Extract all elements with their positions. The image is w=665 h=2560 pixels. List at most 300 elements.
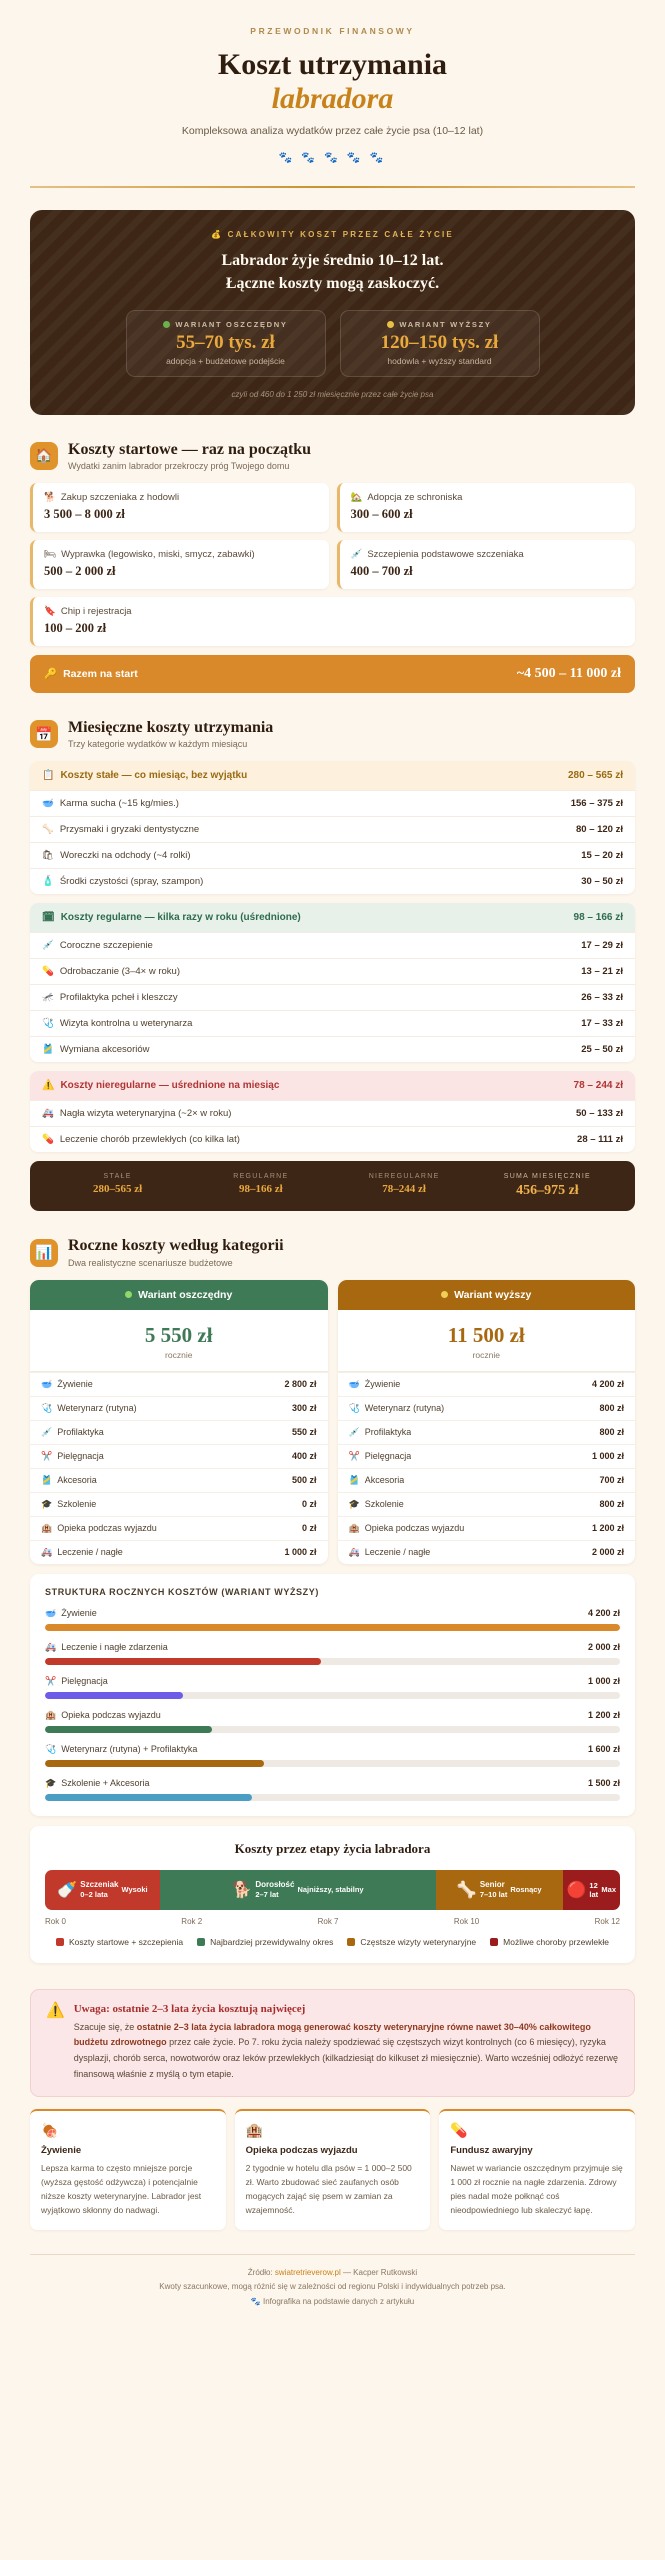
page-footer	[30, 2254, 635, 2306]
monthly-group-fixed	[30, 761, 635, 894]
row-label-group	[42, 1044, 150, 1055]
row-value: 1 000 zł	[284, 1547, 317, 1558]
startup-section-subtitle: Wydatki zanim labrador przekroczy próg Twojego domu	[68, 460, 290, 471]
legend-label: Najbardziej przewidywalny okres	[210, 1936, 334, 1947]
lifestage-timeline	[30, 1826, 635, 1963]
startup-card-label: Zakup szczeniaka z hodowli	[60, 491, 180, 503]
chart-bar-label: Leczenie i nagłe zdarzenia	[61, 1642, 168, 1653]
row-label-group	[42, 1018, 192, 1029]
row-label-group	[41, 1451, 104, 1462]
summary-cell-value: 78–244 zł	[382, 1183, 426, 1196]
chart-bar-item	[45, 1744, 620, 1767]
warning-box	[30, 1989, 635, 2097]
pill-icon: 💊	[42, 966, 54, 978]
table-row	[30, 790, 635, 816]
table-row	[338, 1540, 636, 1564]
ambulance-icon: 🚑	[42, 1108, 54, 1120]
monthly-group-irregular	[30, 1071, 635, 1152]
scenario-economy-title: Wariant oszczędny	[138, 1288, 233, 1301]
chart-bar-label-group	[45, 1778, 150, 1789]
tip-body: Nawet w wariancie oszczędnym przyjmuje się 1 000 zł rocznie na nagłe zdarzenia. Zdrowy pies nadal może połknąć coś nieodpowiedniego lub skaleczyć łapę.	[450, 2162, 623, 2215]
chart-bar-fill	[45, 1692, 183, 1699]
row-value: 13 – 21 zł	[581, 966, 623, 978]
startup-card-label-row	[351, 549, 625, 560]
warning-body-part1: Szacuje się, że	[73, 2021, 137, 2032]
row-label: Karma sucha (~15 kg/mies.)	[59, 798, 179, 810]
row-label: Szkolenie	[57, 1499, 97, 1510]
chart-bar-value: 1 600 zł	[587, 1744, 620, 1755]
row-label: Pielęgnacja	[57, 1451, 104, 1462]
title-line-2: labradora	[271, 81, 394, 115]
timeline-segment	[160, 1870, 436, 1910]
scenario-economy-amount-block	[30, 1310, 328, 1372]
tip-body: 2 tygodnie w hotelu dla psów = 1 000–2 500 zł. Warto zbudować sieć zaufanych osób mogących zająć się psem w zamian za wzajemność.	[245, 2162, 412, 2215]
chart-bar-item	[45, 1608, 620, 1631]
hotel-icon: 🏨	[348, 1522, 360, 1533]
row-value: 1 200 zł	[591, 1523, 624, 1534]
segment-text	[255, 1880, 294, 1899]
summary-cell-label: REGULARNE	[233, 1173, 289, 1181]
segment-icon: 🐕	[232, 1881, 253, 1899]
row-label: Żywienie	[364, 1379, 401, 1390]
summary-cell-irregular	[333, 1173, 476, 1199]
row-label-group	[349, 1427, 412, 1438]
startup-cost-card	[30, 540, 329, 589]
monthly-group-header	[30, 903, 635, 932]
footer-note-label: Infografika na podstawie danych z artykułu	[263, 2296, 415, 2306]
summary-cell-label: NIEREGULARNE	[368, 1173, 440, 1181]
chart-bar-label-group	[45, 1744, 197, 1755]
row-value: 0 zł	[301, 1523, 317, 1534]
row-label-group	[41, 1403, 137, 1414]
row-label: Leczenie / nagłe	[57, 1547, 123, 1558]
bowl-icon: 🥣	[348, 1378, 360, 1389]
harness-icon: 🎽	[348, 1474, 360, 1485]
harness-icon: 🎽	[41, 1474, 53, 1485]
row-label-group	[349, 1379, 401, 1390]
graduation-cap-icon: 🎓	[348, 1498, 360, 1509]
status-dot-green	[125, 1291, 132, 1298]
graduation-cap-icon: 🎓	[41, 1498, 53, 1509]
monthly-summary-bar	[30, 1161, 635, 1211]
syringe-icon: 💉	[42, 940, 54, 952]
chart-bar-track	[45, 1760, 620, 1767]
row-label: Nagła wizyta weterynaryjna (~2× w roku)	[59, 1108, 232, 1120]
scissors-icon: ✂️	[348, 1450, 360, 1461]
row-value: 25 – 50 zł	[581, 1044, 623, 1056]
stethoscope-icon: 🩺	[42, 1018, 54, 1030]
harness-icon: 🎽	[42, 1044, 54, 1056]
table-row	[30, 1126, 635, 1152]
startup-card-label: Szczepienia podstawowe szczeniaka	[367, 548, 524, 560]
table-row	[30, 1468, 328, 1492]
segment-name: Senior	[479, 1880, 505, 1890]
tip-card-emergency-fund	[439, 2109, 635, 2230]
row-value: 2 000 zł	[591, 1547, 624, 1558]
variant-economy-amount: 55–70 tys. zł	[176, 331, 275, 353]
row-label: Coroczne szczepienie	[59, 940, 153, 952]
row-label: Przysmaki i gryzaki dentystyczne	[59, 824, 200, 836]
segment-text	[80, 1880, 118, 1899]
heading-line-2: Łączne koszty mogą zaskoczyć.	[225, 275, 440, 293]
startup-cost-card	[30, 483, 329, 532]
legend-item	[490, 1937, 609, 1947]
segment-name: Dorosłość	[255, 1880, 295, 1890]
row-label: Leczenie / nagłe	[364, 1547, 431, 1558]
table-row	[30, 816, 635, 842]
segment-years: 0–2 lata	[80, 1890, 108, 1900]
monthly-group-total: 98 – 166 zł	[573, 912, 623, 924]
chart-bar-value: 1 500 zł	[587, 1778, 620, 1789]
timeline-legend	[45, 1937, 620, 1947]
row-value: 17 – 29 zł	[581, 940, 623, 952]
chart-bar-track	[45, 1794, 620, 1801]
chart-bar-value: 1 000 zł	[587, 1676, 620, 1687]
legend-label: Możliwe choroby przewlekłe	[503, 1936, 609, 1947]
segment-desc: Najniższy, stabilny	[297, 1885, 364, 1895]
variant-economy-note: adopcja + budżetowe podejście	[166, 355, 285, 366]
shelter-icon: 🏡	[350, 491, 363, 503]
monthly-costs-section	[0, 719, 665, 1211]
row-value: 26 – 33 zł	[581, 992, 623, 1004]
startup-card-label: Wyprawka (legowisko, miski, smycz, zabawki)	[61, 548, 255, 560]
row-label-group	[42, 992, 178, 1003]
scenario-premium-period: rocznie	[472, 1349, 500, 1360]
segment-desc: Rosnący	[510, 1885, 542, 1895]
warning-icon: ⚠️	[46, 2001, 65, 2019]
timeline-axis	[45, 1917, 620, 1926]
chart-bar-header	[45, 1642, 620, 1653]
row-label-group	[41, 1523, 157, 1534]
footer-note	[30, 2297, 635, 2306]
tip-title: Żywienie	[41, 2144, 82, 2156]
variant-premium	[340, 310, 540, 377]
hero-subtitle: Kompleksowa analiza wydatków przez całe życie psa (10–12 lat)	[181, 125, 484, 138]
chart-bar-fill	[45, 1760, 264, 1767]
chart-bar-fill	[45, 1794, 252, 1801]
scenario-comparison	[30, 1280, 635, 1564]
startup-cost-card	[30, 597, 635, 646]
row-label-group	[41, 1379, 93, 1390]
chart-bar-label-group	[45, 1710, 161, 1721]
tip-card-feeding	[30, 2109, 226, 2230]
monthly-section-title: Miesięczne koszty utrzymania	[68, 718, 274, 736]
paw-prints-icon: 🐾 🐾 🐾 🐾 🐾	[278, 152, 387, 165]
timeline-bar	[45, 1870, 620, 1910]
row-label-group	[42, 940, 153, 951]
chart-bars-host	[45, 1608, 620, 1801]
chart-bar-item	[45, 1710, 620, 1733]
table-row	[30, 1516, 328, 1540]
row-label: Profilaktyka pcheł i kleszczy	[59, 992, 178, 1004]
key-icon: 🔑	[44, 668, 58, 681]
legend-swatch	[490, 1938, 498, 1946]
startup-card-value: 400 – 700 zł	[350, 563, 413, 578]
category-icon: 🏨	[45, 1709, 57, 1720]
paw-icon: 🐾	[250, 2296, 261, 2306]
divider	[30, 186, 635, 188]
summary-cell-total	[476, 1173, 619, 1199]
row-label-group	[42, 1108, 231, 1119]
row-label: Szkolenie	[364, 1499, 404, 1510]
lifetime-cost-kicker	[48, 230, 617, 239]
row-value: 700 zł	[599, 1475, 624, 1486]
pill-icon: 💊	[42, 1134, 54, 1146]
chart-bar-fill	[45, 1726, 212, 1733]
scissors-icon: ✂️	[41, 1450, 53, 1461]
row-label: Wizyta kontrolna u weterynarza	[59, 1018, 193, 1030]
row-label-group	[349, 1451, 412, 1462]
summary-cell-fixed	[46, 1173, 189, 1199]
stethoscope-icon: 🩺	[41, 1402, 53, 1413]
chart-bar-label: Opieka podczas wyjazdu	[61, 1710, 161, 1721]
hero-kicker: PRZEWODNIK FINANSOWY	[250, 26, 415, 36]
segment-icon: 🔴	[566, 1881, 587, 1899]
footer-source-suffix: — Kacper Rutkowski	[340, 2267, 418, 2277]
row-label-group	[42, 1134, 240, 1145]
row-label-group	[42, 876, 203, 887]
row-value: 17 – 33 zł	[581, 1018, 623, 1030]
monthly-section-subtitle: Trzy kategorie wydatków w każdym miesiącu	[68, 739, 248, 750]
segment-icon: 🦴	[456, 1881, 477, 1899]
yearly-section-subtitle: Dwa realistyczne scenariusze budżetowe	[68, 1257, 233, 1268]
warning-body-part2: przez całe życie. Po 7. roku życia należy spodziewać się częstszych wizyt kontrolnych (co 6 miesięcy), ryzyka dysplazji, chorób serca, nowotworów oraz leków przewlekłych (kilkadziesiąt do kilkuset zł miesięcznie). Warto wcześniej odłożyć rezerwę finansową właśnie z myślą o tym etapie.	[73, 2037, 619, 2079]
scenario-premium-amount: 11 500 zł	[447, 1322, 525, 1347]
row-value: 800 zł	[599, 1427, 624, 1438]
dog-icon: 🐕	[44, 491, 56, 503]
monthly-group-header	[30, 761, 635, 790]
startup-card-label-row	[351, 492, 625, 503]
variant-economy	[126, 310, 326, 377]
chip-tag-icon: 🔖	[44, 605, 56, 617]
legend-item	[56, 1937, 183, 1947]
syringe-icon: 💉	[350, 548, 363, 560]
row-label: Leczenie chorób przewlekłych (co kilka lat)	[59, 1134, 240, 1146]
timeline-title: Koszty przez etapy życia labradora	[234, 1840, 431, 1856]
hero-section	[0, 0, 665, 164]
timeline-segment	[436, 1870, 563, 1910]
row-label: Żywienie	[57, 1379, 93, 1390]
startup-cost-card	[337, 540, 636, 589]
chart-bar-value: 1 200 zł	[587, 1710, 620, 1721]
status-dot-yellow	[441, 1291, 448, 1298]
bar-chart-icon: 📊	[30, 1239, 58, 1267]
row-label: Profilaktyka	[364, 1427, 412, 1438]
table-row	[338, 1492, 636, 1516]
segment-years: 7–10 lat	[479, 1890, 508, 1900]
monthly-group-header	[30, 1071, 635, 1100]
row-label: Profilaktyka	[57, 1427, 104, 1438]
row-label-group	[41, 1427, 104, 1438]
chart-bar-item	[45, 1642, 620, 1665]
startup-card-value: 3 500 – 8 000 zł	[44, 506, 125, 521]
row-label: Wymiana akcesoriów	[59, 1044, 150, 1056]
timeline-axis-label: Rok 2	[181, 1916, 203, 1926]
chart-bar-track	[45, 1658, 620, 1665]
row-label: Akcesoria	[57, 1475, 97, 1486]
timeline-axis-label: Rok 12	[594, 1916, 620, 1926]
variant-economy-label-row	[137, 320, 315, 329]
timeline-axis-label: Rok 0	[45, 1916, 66, 1926]
table-row	[338, 1372, 636, 1396]
legend-label: Częstsze wizyty weterynaryjne	[360, 1936, 477, 1947]
row-value: 400 zł	[291, 1451, 317, 1462]
row-label: Weterynarz (rutyna)	[57, 1403, 137, 1414]
category-icon: 🥣	[45, 1607, 57, 1618]
table-row	[30, 1036, 635, 1062]
startup-total-label: Razem na start	[63, 667, 138, 680]
row-label: Opieka podczas wyjazdu	[57, 1523, 157, 1534]
legend-label: Koszty startowe + szczepienia	[69, 1936, 184, 1947]
category-icon: 🚑	[45, 1641, 57, 1652]
startup-cost-card	[337, 483, 636, 532]
table-row	[30, 1540, 328, 1564]
segment-icon: 🍼	[57, 1881, 78, 1899]
monthly-group-regular	[30, 903, 635, 1062]
startup-card-label-row	[44, 606, 624, 617]
bed-icon: 🛏	[44, 548, 57, 560]
mosquito-icon: 🦟	[42, 992, 54, 1004]
row-value: 2 800 zł	[284, 1379, 317, 1390]
footer-source-link[interactable]: swiatretrieverow.pl	[274, 2267, 341, 2277]
table-row	[30, 842, 635, 868]
hotel-icon: 🏨	[245, 2121, 264, 2138]
row-label: Weterynarz (rutyna)	[364, 1403, 445, 1414]
row-value: 15 – 20 zł	[581, 850, 623, 862]
timeline-segment	[45, 1870, 160, 1910]
row-value: 500 zł	[291, 1475, 317, 1486]
variant-premium-label: WARIANT WYŻSZY	[399, 319, 492, 329]
chart-bar-label: Pielęgnacja	[61, 1676, 108, 1687]
lifetime-cost-card	[30, 210, 635, 414]
row-label-group	[349, 1499, 404, 1510]
monthly-section-header	[30, 719, 635, 749]
chart-bar-label-group	[45, 1642, 168, 1653]
table-row	[338, 1468, 636, 1492]
startup-header-text	[68, 441, 311, 471]
summary-cell-label: SUMA MIESIĘCZNIE	[503, 1173, 592, 1181]
row-value: 156 – 375 zł	[570, 798, 623, 810]
startup-costs-section	[0, 441, 665, 693]
row-label-group	[349, 1547, 431, 1558]
monthly-group-title: Koszty stałe — co miesiąc, bez wyjątku	[60, 770, 248, 782]
row-value: 1 000 zł	[591, 1451, 624, 1462]
chart-bar-value: 2 000 zł	[587, 1642, 620, 1653]
variant-premium-label-row	[351, 320, 529, 329]
monthly-group-header-left	[42, 770, 247, 781]
calendar-days-icon: 🗓	[42, 912, 55, 924]
table-row	[338, 1420, 636, 1444]
row-label: Opieka podczas wyjazdu	[364, 1523, 465, 1534]
row-label-group	[41, 1499, 96, 1510]
table-row	[30, 1396, 328, 1420]
startup-card-label: Adopcja ze schroniska	[367, 491, 463, 503]
table-row	[30, 1372, 328, 1396]
variant-list	[48, 310, 617, 377]
row-label-group	[349, 1523, 465, 1534]
tip-title: Fundusz awaryjny	[450, 2144, 533, 2156]
scenario-economy-amount: 5 550 zł	[144, 1322, 213, 1347]
tip-title: Opieka podczas wyjazdu	[245, 2144, 358, 2156]
row-value: 550 zł	[291, 1427, 317, 1438]
monthly-group-header-left	[42, 912, 301, 923]
title-line-1: Koszt utrzymania	[217, 48, 448, 81]
startup-total-bar	[30, 655, 635, 693]
chart-bar-label-group	[45, 1608, 97, 1619]
table-row	[30, 984, 635, 1010]
footer-disclaimer: Kwoty szacunkowe, mogą różnić się w zależności od regionu Polski i indywidualnych potrzeb psa.	[159, 2281, 506, 2291]
warning-icon: ⚠️	[42, 1080, 55, 1092]
row-value: 30 – 50 zł	[581, 876, 623, 888]
meat-icon: 🍖	[41, 2121, 59, 2138]
calendar-icon: 📅	[30, 720, 58, 748]
tip-body: Lepsza karma to często mniejsze porcje (wyższa gęstość odżywcza) i potencjalnie niższe koszty weterynaryjne. Labrador jest wyjątkowo skłonny do nadwagi.	[41, 2162, 202, 2215]
row-label: Odrobaczanie (3–4× w roku)	[59, 966, 180, 978]
chart-bar-label: Żywienie	[61, 1608, 97, 1619]
category-icon: 🩺	[45, 1743, 57, 1754]
yearly-header-text	[68, 1237, 284, 1267]
row-label-group	[42, 966, 180, 977]
table-row	[30, 1444, 328, 1468]
table-row	[338, 1444, 636, 1468]
row-value: 0 zł	[301, 1499, 317, 1510]
table-row	[338, 1516, 636, 1540]
scenario-economy	[30, 1280, 328, 1564]
row-value: 300 zł	[291, 1403, 317, 1414]
table-row	[30, 868, 635, 894]
stethoscope-icon: 🩺	[348, 1402, 360, 1413]
chart-bar-header	[45, 1608, 620, 1619]
row-value: 4 200 zł	[591, 1379, 624, 1390]
chart-bar-track	[45, 1624, 620, 1631]
table-row	[30, 958, 635, 984]
category-icon: 🎓	[45, 1777, 57, 1788]
chart-bar-fill	[45, 1624, 620, 1631]
legend-swatch	[197, 1938, 205, 1946]
row-label-group	[42, 850, 191, 861]
row-label: Akcesoria	[364, 1475, 405, 1486]
row-label-group	[41, 1547, 123, 1558]
warning-body-bold: ostatnie 2–3 lata życia labradora mogą generować koszty weterynaryjne równe nawet 30–40% całkowitego budżetu zdrowotnego	[73, 2021, 591, 2048]
startup-card-value: 300 – 600 zł	[350, 506, 413, 521]
row-label: Pielęgnacja	[364, 1451, 412, 1462]
ambulance-icon: 🚑	[348, 1546, 360, 1557]
scenario-economy-period: rocznie	[165, 1349, 193, 1360]
cost-structure-chart	[30, 1574, 635, 1816]
segment-desc: Wysoki	[121, 1885, 148, 1895]
clipboard-icon: 📋	[42, 770, 55, 782]
scenario-premium-header	[338, 1280, 636, 1310]
yearly-section-header	[30, 1237, 635, 1267]
legend-swatch	[56, 1938, 64, 1946]
startup-cost-grid	[30, 483, 635, 646]
row-label-group	[42, 824, 199, 835]
heading-line-1: Labrador żyje średnio 10–12 lat.	[221, 252, 444, 270]
chart-bar-item	[45, 1676, 620, 1699]
legend-item	[347, 1937, 476, 1947]
variant-premium-amount: 120–150 tys. zł	[380, 331, 499, 353]
row-label: Woreczki na odchody (~4 rolki)	[60, 850, 191, 862]
summary-cell-label: STAŁE	[103, 1173, 132, 1181]
monthly-group-total: 280 – 565 zł	[567, 770, 623, 782]
lifetime-cost-footnote: czyli od 460 do 1 250 zł miesięcznie przez całe życie psa	[231, 389, 434, 399]
bag-icon: 🛍	[42, 850, 55, 862]
row-label-group	[349, 1403, 445, 1414]
summary-cell-value: 456–975 zł	[516, 1183, 579, 1199]
ambulance-icon: 🚑	[41, 1546, 53, 1557]
chart-bar-label-group	[45, 1676, 108, 1687]
bowl-icon: 🥣	[41, 1378, 53, 1389]
